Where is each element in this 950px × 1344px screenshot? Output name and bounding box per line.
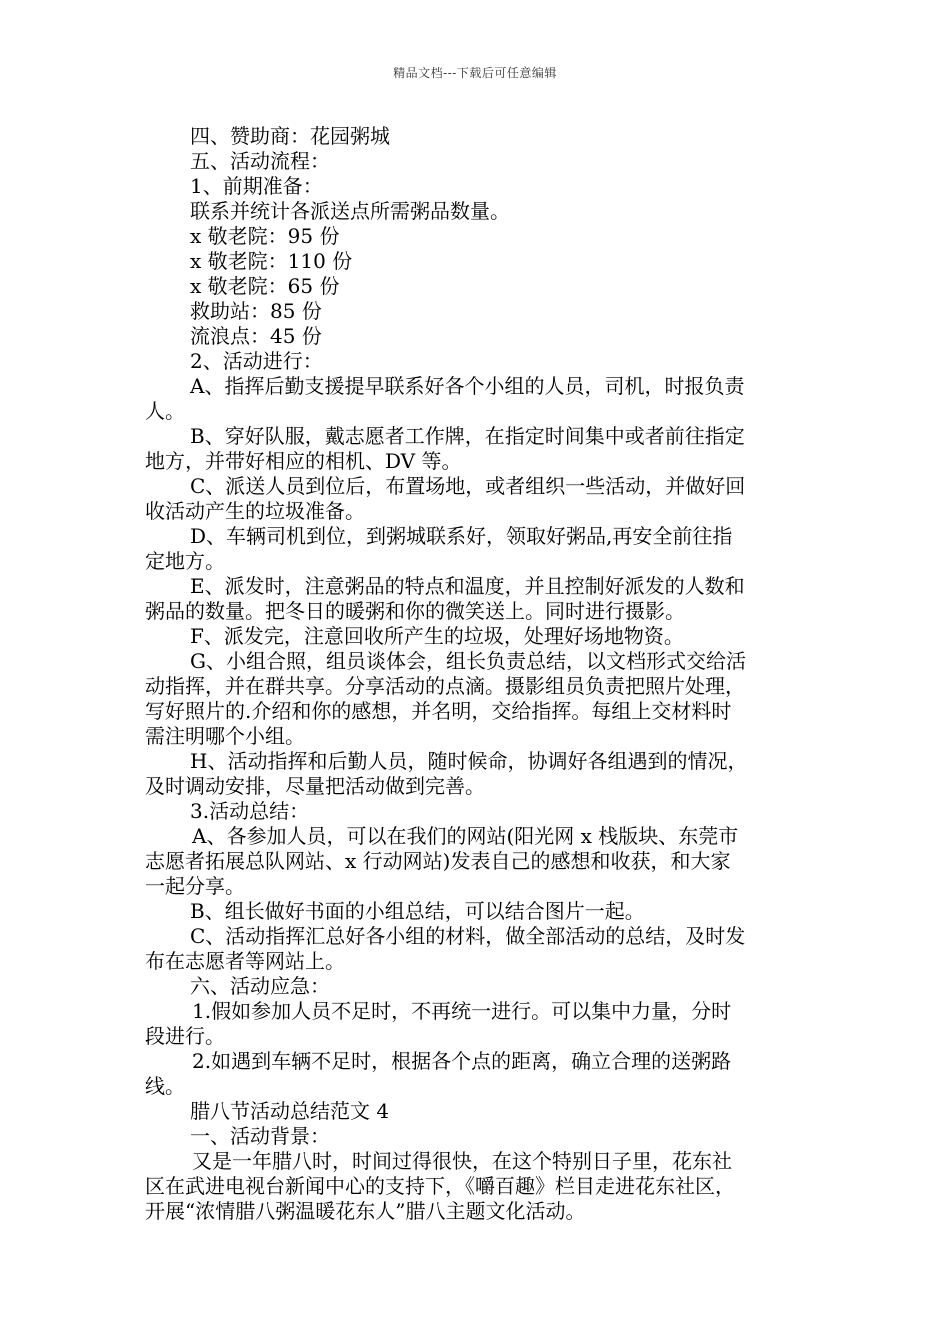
text-line: D、车辆司机到位，到粥城联系好，领取好粥品,再安全前往指: [190, 524, 733, 548]
text-line: A、各参加人员，可以在我们的网站(阳光网 x 栈版块、东莞市: [192, 824, 739, 848]
text-line: 一起分享。: [145, 874, 245, 898]
step-preparation: 1、前期准备：: [190, 174, 323, 198]
text-line: 及时调动安排，尽量把活动做到完善。: [145, 774, 485, 798]
document-body: [145, 124, 813, 1224]
text-line: 需注明哪个小组。: [145, 724, 305, 748]
text-line: B、组长做好书面的小组总结，可以结合图片一起。: [190, 899, 645, 923]
section-background: 一、活动背景：: [190, 1124, 330, 1148]
text-line: 段进行。: [145, 1024, 225, 1048]
text-line: 定地方。: [145, 549, 225, 573]
text-line: 线。: [145, 1074, 185, 1098]
list-item: x 敬老院：95 份: [190, 224, 340, 248]
text-line: 区在武进电视台新闻中心的支持下，《嚼百趣》栏目走进花东社区，: [145, 1174, 735, 1198]
text-line: H、活动指挥和后勤人员，随时候命，协调好各组遇到的情况，: [190, 749, 748, 773]
text-line: B、穿好队服，戴志愿者工作牌，在指定时间集中或者前往指定: [190, 424, 745, 448]
text-line: 人。: [145, 399, 185, 423]
section-process: 五、活动流程：: [190, 149, 330, 173]
text-line: E、派发时，注意粥品的特点和温度，并且控制好派发的人数和: [190, 574, 745, 598]
section-sponsor: 四、赞助商：花园粥城: [190, 124, 390, 148]
text-line: 1.假如参加人员不足时，不再统一进行。可以集中力量，分时: [192, 999, 732, 1023]
list-item: 救助站：85 份: [190, 299, 322, 323]
step-summary: 3.活动总结：: [190, 799, 310, 823]
list-item: 流浪点：45 份: [190, 324, 322, 348]
article-title: 腊八节活动总结范文 4: [190, 1099, 390, 1123]
text-line: C、派送人员到位后，布置场地，或者组织一些活动，并做好回: [190, 474, 746, 498]
text-line: 收活动产生的垃圾准备。: [145, 499, 365, 523]
text-line: C、活动指挥汇总好各小组的材料，做全部活动的总结，及时发: [190, 924, 746, 948]
text-line: 2.如遇到车辆不足时，根据各个点的距离，确立合理的送粥路: [192, 1049, 732, 1073]
text-line: A、指挥后勤支援提早联系好各个小组的人员，司机，时报负责: [190, 374, 745, 398]
text-line: 写好照片的.介绍和你的感想，并名明，交给指挥。每组上交材料时: [145, 699, 732, 723]
section-emergency: 六、活动应急：: [190, 974, 330, 998]
text-line: 联系并统计各派送点所需粥品数量。: [190, 199, 510, 223]
text-line: 布在志愿者等网站上。: [145, 949, 345, 973]
list-item: x 敬老院：110 份: [190, 249, 353, 273]
page-header: 精品文档---下载后可任意编辑: [393, 66, 557, 80]
text-line: 地方，并带好相应的相机、DV 等。: [145, 449, 462, 473]
text-line: G、小组合照，组员谈体会，组长负责总结，以文档形式交给活: [190, 649, 746, 673]
text-line: 粥品的数量。把冬日的暖粥和你的微笑送上。同时进行摄影。: [145, 599, 685, 623]
step-execution: 2、活动进行：: [190, 349, 323, 373]
text-line: 又是一年腊八时，时间过得很快，在这个特别日子里，花东社: [192, 1149, 732, 1173]
text-line: F、派发完，注意回收所产生的垃圾，处理好场地物资。: [190, 624, 684, 648]
text-line: 动指挥，并在群共享。分享活动的点滴。摄影组员负责把照片处理，: [145, 674, 745, 698]
text-line: 开展“浓情腊八粥温暖花东人”腊八主题文化活动。: [145, 1199, 586, 1223]
list-item: x 敬老院：65 份: [190, 274, 340, 298]
text-line: 志愿者拓展总队网站、x 行动网站)发表自己的感想和收获，和大家: [145, 849, 731, 873]
